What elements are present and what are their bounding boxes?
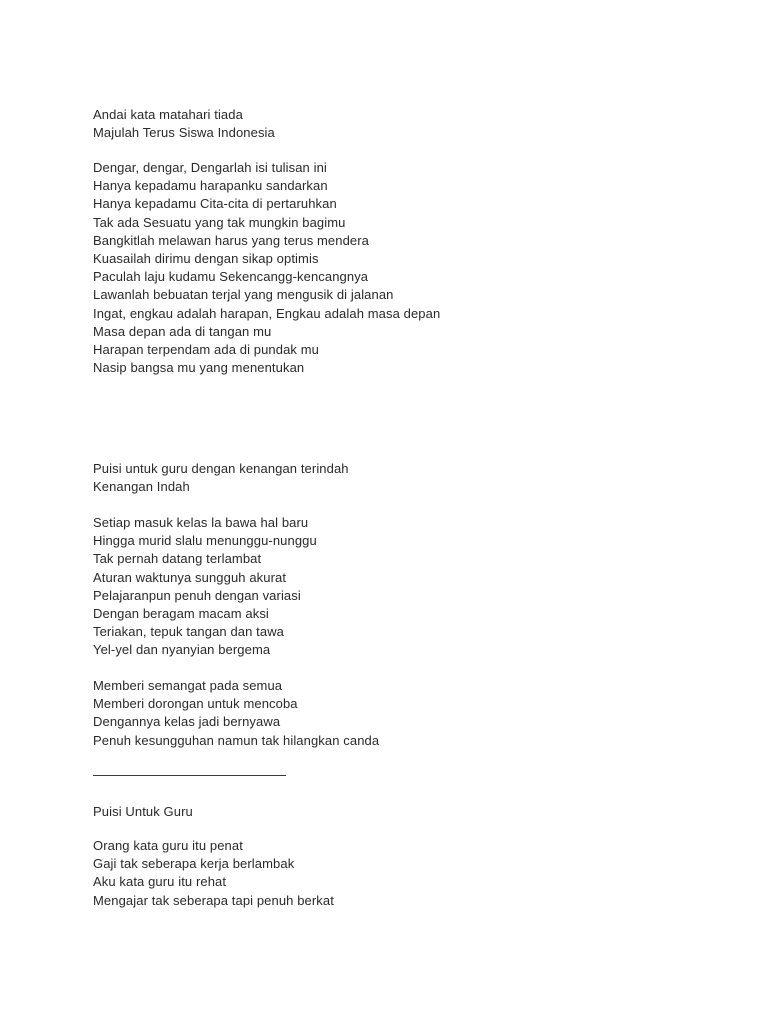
section-divider: [93, 775, 286, 776]
poem-line: Teriakan, tepuk tangan dan tawa: [93, 624, 285, 640]
poem3-stanza: [93, 837, 334, 910]
poem-line: Orang kata guru itu penat: [93, 838, 243, 853]
poem-line: Aku kata guru itu rehat: [93, 874, 227, 890]
poem-line: Nasip bangsa mu yang menentukan: [93, 360, 305, 376]
poem2-stanza-1: [93, 514, 317, 660]
poem-line: Setiap masuk kelas la bawa hal baru: [93, 515, 309, 530]
poem1-stanza: [93, 159, 440, 377]
poem-line: Dengannya kelas jadi bernyawa: [93, 714, 281, 730]
poem-line: Kuasailah dirimu dengan sikap optimis: [93, 250, 319, 266]
poem3-title: Puisi Untuk Guru: [93, 804, 193, 819]
poem-line: Aturan waktunya sungguh akurat: [93, 569, 287, 585]
poem-line: Memberi dorongan untuk mencoba: [93, 696, 298, 712]
poem-line: Tak ada Sesuatu yang tak mungkin bagimu: [93, 214, 346, 230]
poem-line: Mengajar tak seberapa tapi penuh berkat: [93, 892, 334, 908]
poem-line: Gaji tak seberapa kerja berlambak: [93, 856, 295, 872]
poem-line: Lawanlah bebuatan terjal yang mengusik di jalanan: [93, 287, 394, 303]
poem1-heading: [93, 106, 275, 142]
poem-line: Masa depan ada di tangan mu: [93, 323, 272, 339]
poem3-heading: [93, 803, 193, 821]
poem-line: Ingat, engkau adalah harapan, Engkau adalah masa depan: [93, 305, 441, 321]
poem2-title: Puisi untuk guru dengan kenangan terindah: [93, 461, 349, 476]
poem-line: Dengan beragam macam aksi: [93, 605, 269, 621]
poem-line: Memberi semangat pada semua: [93, 678, 283, 693]
poem-line: Bangkitlah melawan harus yang terus mendera: [93, 232, 370, 248]
poem-line: Hingga murid slalu menunggu-nunggu: [93, 533, 317, 549]
poem-line: Hanya kepadamu Cita-cita di pertaruhkan: [93, 196, 337, 212]
poem2-stanza-2: [93, 677, 379, 750]
poem-line: Dengar, dengar, Dengarlah isi tulisan ini: [93, 160, 327, 175]
poem-line: Pelajaranpun penuh dengan variasi: [93, 587, 301, 603]
poem-line: Hanya kepadamu harapanku sandarkan: [93, 178, 328, 194]
poem2-subtitle: Kenangan Indah: [93, 479, 190, 495]
poem-line: Tak pernah datang terlambat: [93, 551, 262, 567]
poem-line: Harapan terpendam ada di pundak mu: [93, 341, 319, 357]
poem-line: Penuh kesungguhan namun tak hilangkan canda: [93, 732, 380, 748]
poem-line: Yel-yel dan nyanyian bergema: [93, 642, 271, 658]
poem1-title: Andai kata matahari tiada: [93, 107, 243, 122]
poem2-heading: [93, 460, 349, 496]
poem1-subtitle: Majulah Terus Siswa Indonesia: [93, 125, 275, 141]
poem-line: Paculah laju kudamu Sekencangg-kencangnya: [93, 269, 369, 285]
